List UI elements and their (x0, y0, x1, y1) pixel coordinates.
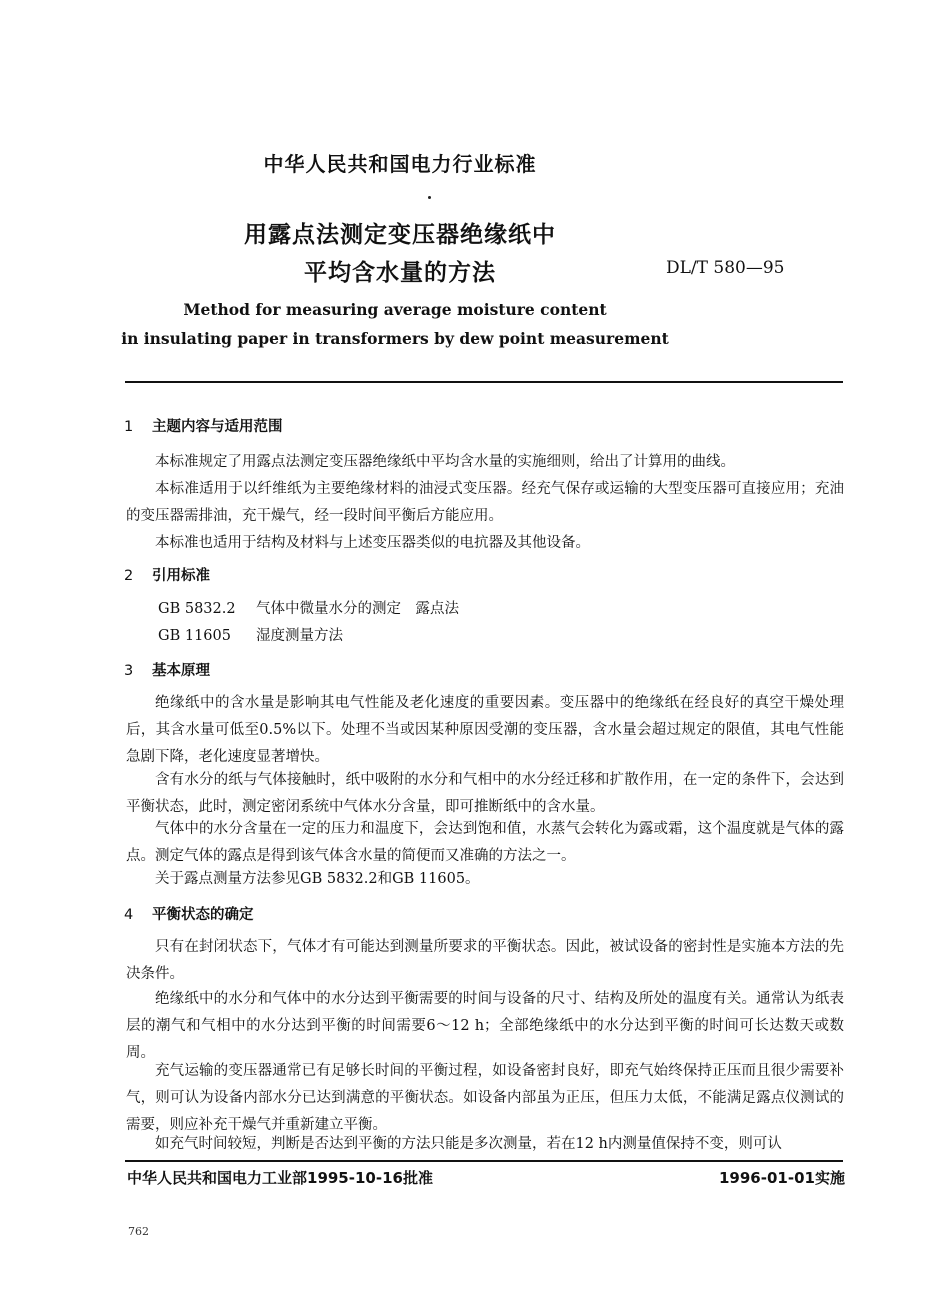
effective-date: 1996-01-01实施 (719, 1169, 845, 1187)
section-1-number: 1 (124, 419, 134, 435)
section-3-title: 基本原理 (152, 663, 210, 679)
page-number: 762 (128, 1225, 149, 1238)
section-1-paragraph-3: 本标准也适用于结构及材料与上述变压器类似的电抗器及其他设备。 (155, 535, 590, 551)
section-3-paragraph-4: 关于露点测量方法参见GB 5832.2和GB 11605。 (155, 871, 480, 887)
section-2-title: 引用标准 (152, 568, 210, 584)
section-1-paragraph-1: 本标准规定了用露点法测定变压器绝缘纸中平均含水量的实施细则，给出了计算用的曲线。 (155, 454, 735, 470)
english-title-line-2: in insulating paper in transformers by dew point measurement (121, 329, 669, 348)
reference-item (158, 623, 343, 650)
reference-code: GB 5832.2 (158, 601, 236, 617)
footer-divider (125, 1160, 843, 1162)
section-3-paragraph-2: 含有水分的纸与气体接触时，纸中吸附的水分和气相中的水分经迁移和扩散作用，在一定的条件下，会达到平衡状态，此时，测定密闭系统中气体水分含量，即可推断纸中的含水量。 (126, 772, 844, 815)
section-4-number: 4 (124, 907, 134, 923)
decorative-dot (428, 196, 431, 199)
title-line-2: 平均含水量的方法 (304, 260, 496, 286)
reference-name: 气体中微量水分的测定 露点法 (256, 601, 459, 617)
reference-item (158, 596, 459, 623)
section-4-paragraph-4: 如充气时间较短，判断是否达到平衡的方法只能是多次测量，若在12 h内测量值保持不变，则可认 (155, 1136, 782, 1152)
title-line-1: 用露点法测定变压器绝缘纸中 (244, 222, 556, 248)
section-4-title: 平衡状态的确定 (152, 907, 254, 923)
section-1-heading (124, 415, 283, 436)
section-3-paragraph-1: 绝缘纸中的含水量是影响其电气性能及老化速度的重要因素。变压器中的绝缘纸在经良好的真空干燥处理后，其含水量可低至0.5%以下。处理不当或因某种原因受潮的变压器，含水量会超过规定的限值，其电气性能急剧下降，老化速度显著增快。 (126, 695, 844, 765)
document-title (0, 216, 800, 292)
english-title-line-1: Method for measuring average moisture content (183, 300, 607, 319)
approval-line: 中华人民共和国电力工业部1995-10-16批准 (127, 1169, 433, 1187)
header-divider (125, 381, 843, 383)
reference-name: 湿度测量方法 (256, 628, 343, 644)
section-1-title: 主题内容与适用范围 (152, 419, 283, 435)
section-3-number: 3 (124, 663, 134, 679)
standard-category: 中华人民共和国电力行业标准 (263, 152, 537, 176)
section-3-heading (124, 659, 210, 680)
section-3-paragraph-3: 气体中的水分含量在一定的压力和温度下，会达到饱和值，水蒸气会转化为露或霜，这个温度就是气体的露点。测定气体的露点是得到该气体含水量的简便而又准确的方法之一。 (126, 821, 844, 864)
standard-code: DL/T 580—95 (666, 258, 785, 278)
section-4-heading (124, 903, 254, 924)
reference-code: GB 11605 (158, 628, 231, 644)
section-2-number: 2 (124, 568, 134, 584)
section-4-paragraph-3: 充气运输的变压器通常已有足够长时间的平衡过程，如设备密封良好，即充气始终保持正压而且很少需要补气，则可认为设备内部水分已达到满意的平衡状态。如设备内部虽为正压，但压力太低，不能满足露点仪测试的需要，则应补充干燥气并重新建立平衡。 (126, 1063, 844, 1133)
section-1-paragraph-2: 本标准适用于以纤维纸为主要绝缘材料的油浸式变压器。经充气保存或运输的大型变压器可直接应用；充油的变压器需排油，充干燥气，经一段时间平衡后方能应用。 (126, 481, 844, 524)
section-4-paragraph-1: 只有在封闭状态下，气体才有可能达到测量所要求的平衡状态。因此，被试设备的密封性是实施本方法的先决条件。 (126, 939, 844, 982)
section-4-paragraph-2: 绝缘纸中的水分和气体中的水分达到平衡需要的时间与设备的尺寸、结构及所处的温度有关。通常认为纸表层的潮气和气相中的水分达到平衡的时间需要6～12 h；全部绝缘纸中的水分达到平衡的时间可长达数天或数周。 (126, 991, 844, 1061)
section-2-heading (124, 564, 210, 585)
english-title (0, 295, 790, 353)
